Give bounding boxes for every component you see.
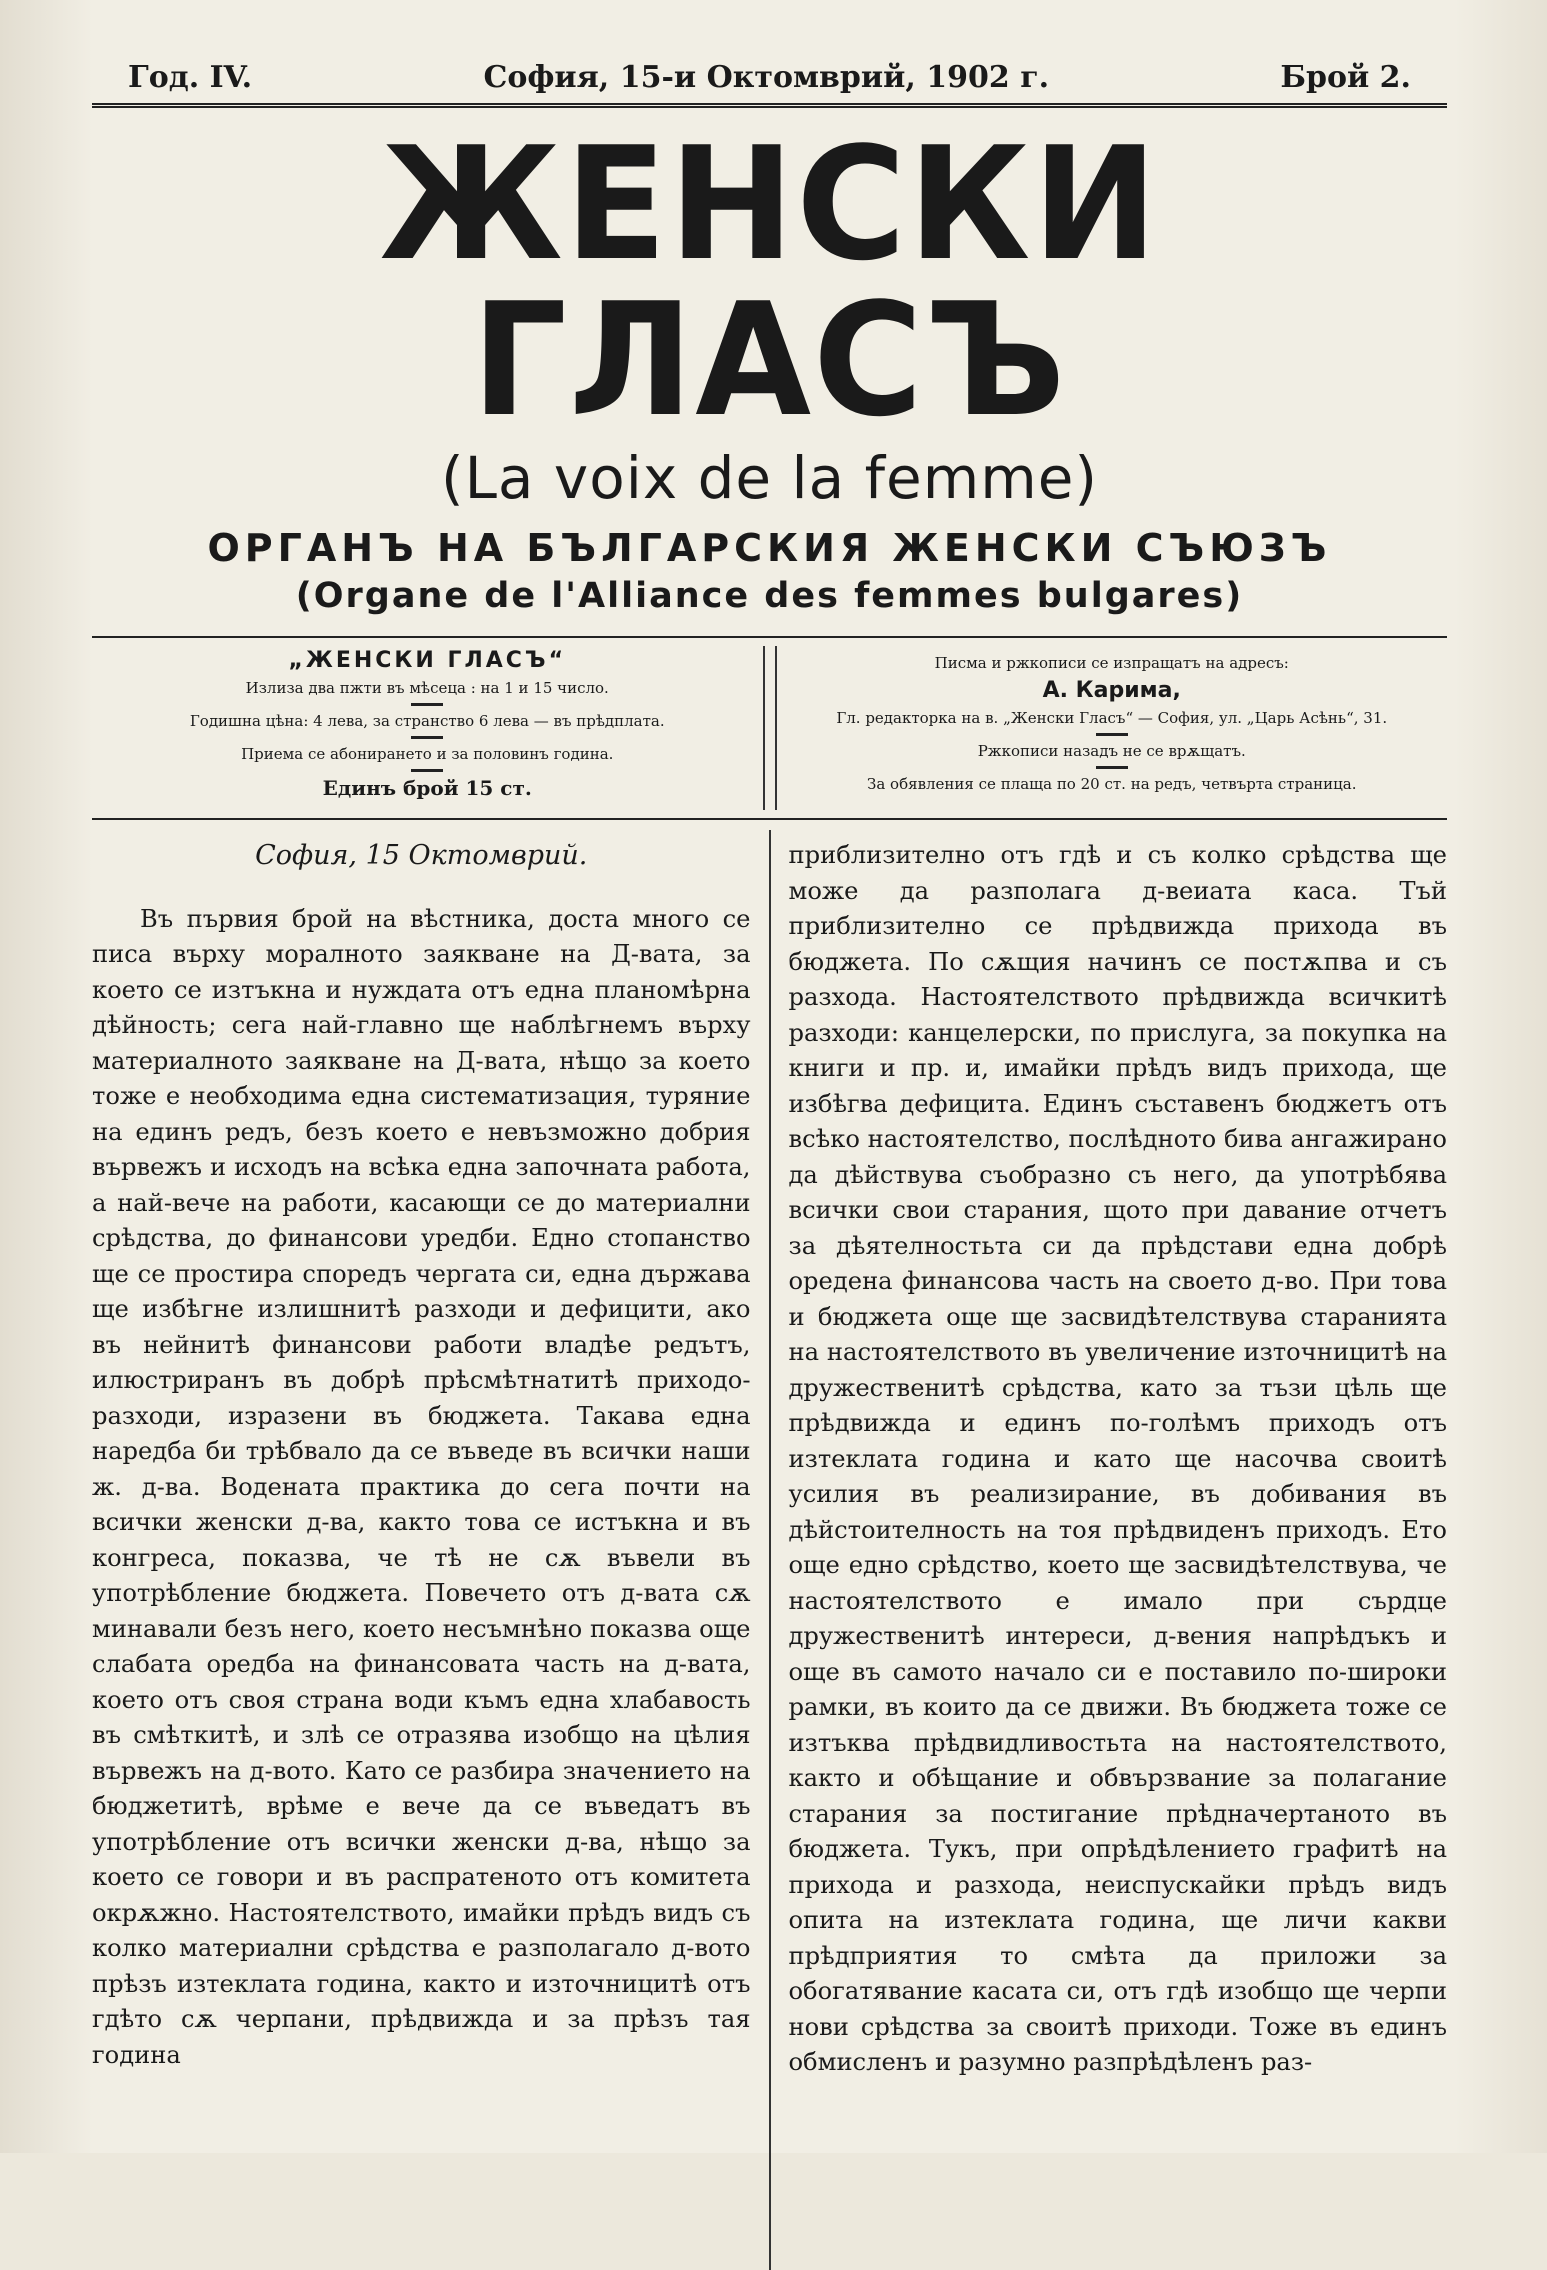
separator-dash — [1096, 766, 1128, 769]
address-info — [777, 638, 1448, 818]
article-heading: София, 15 Октомврий. — [255, 840, 588, 871]
editor-name: А. Карима, — [1042, 678, 1181, 703]
article-paragraph-continued: приблизително отъ гдѣ и съ колко срѣдства ще може да разполага д-веиата каса. Тъй приблизително се прѣдвижда прихода въ бюджета. По сѫщия начинъ се постѫпва и съ разхода. Настоятелството прѣдвижда всичкитѣ разходи: канцелерски, по прислуга, за покупка на книги и пр. и, имайки прѣдъ видъ прихода, ще избѣгва дефицита. Единъ съставенъ бюджетъ отъ всѣко настоятелство, послѣдното бива ангажирано да дѣйствува съобразно съ него, да употрѣбява всички свои старания, щото при давание отчетъ за дѣятелностьта си да прѣдстави една добрѣ оредена финансова часть на своето д-во. При това и бюджета още ще засвидѣтелствува стаpанията на настоятелството въ увеличение източницитѣ на дружественитѣ срѣдства, като за тъзи цѣль ще прѣдвижда и единъ по-голѣмъ приходъ отъ изтеклата година и като ще насочва своитѣ усилия въ реализирание, въ добивания въ дѣйстоителность на тоя прѣдвиденъ приходъ. Ето още едно срѣдство, което ще засвидѣтелствува, че настоятелството е имало при сърдце дружественитѣ интереси, д-вения напрѣдъкъ и още въ самото начало си е поставило по-широки рамки, въ които да се движи. Въ бюджета тоже се изтъква прѣдвидливостьта на настоятелството, както и обѣщание и обвързвание за полагание старания за постигание прѣдначертаното въ бюджета. Тукъ, при опрѣдѣлението графитѣ на прихода и разхода, неиспускайки прѣдъ видъ опита на изтеклата година, ще личи какви прѣдприятия то смѣта да приложи за обогатявание касата си, отъ гдѣ изобщо ще черпи нови срѣдства за своитѣ приходи. Тоже въ единъ обмисленъ и разумно разпрѣдѣленъ раз- — [788, 841, 1447, 2076]
half-year-text: Приема се абонирането и за половинъ година. — [241, 745, 614, 763]
paper-name: „ЖЕНСКИ ГЛАСЪ“ — [288, 648, 567, 673]
frequency-text: Излиза два пжти въ мѣсеца : на 1 и 15 число. — [245, 679, 609, 697]
article-columns — [92, 820, 1447, 2270]
organ-line: ОРГАНЪ НА БЪЛГАРСКИЯ ЖЕНСКИ СЪЮЗЪ — [207, 526, 1332, 570]
single-issue-price: Единъ брой 15 ст. — [322, 776, 532, 800]
info-box — [92, 636, 1447, 820]
separator-dash — [1096, 733, 1128, 736]
info-divider — [763, 646, 777, 810]
volume-year: Год. IV. — [128, 60, 253, 95]
organ-line-fr: (Organe de l'Alliance des femmes bulgares) — [295, 576, 1244, 616]
dateline — [92, 60, 1447, 95]
separator-dash — [411, 769, 443, 772]
editor-details: Гл. редакторка на в. „Женски Гласъ“ — София, ул. „Царь Асѣнь“, 31. — [836, 709, 1388, 727]
issue-date: София, 15-и Октомврий, 1902 г. — [483, 60, 1050, 95]
header-rule — [92, 103, 1447, 108]
price-text: Годишна цѣна: 4 лева, за странство 6 лева — въ прѣдплата. — [189, 712, 665, 730]
article-column-right — [771, 820, 1448, 2270]
masthead-title: ЖЕНСКИ ГЛАСЪ — [379, 113, 1160, 451]
article-column-left — [92, 820, 769, 2270]
article-paragraph: Въ първия брой на вѣстника, доста много се писа върху моралното заякване на Д-вата, за което се изтъкна и нуждата отъ една планомѣрна дѣйность; сега най-главно ще наблѣгнемъ върху материалното заякване на Д-вата, нѣщо за което тоже е необходима една систематизация, туряние на единъ редъ, безъ което е невъзможно добрия вървежъ и исходъ на всѣка една започната работа, а най-вече на работи, касающи се до материални срѣдства, до финансови уредби. Едно стопанство ще се простира споредъ чергата си, една държава ще избѣгне излишнитѣ разходи и дефицити, ако въ нейнитѣ финансови работи владѣе редътъ, илюстриранъ въ добрѣ прѣсмѣтнатитѣ приходо-разходи, изразени въ бюджета. Такава една наредба би трѣбвало да се въведе въ всички наши ж. д-ва. Воденатa практика до сега почти на всички женски д-ва, както това се истъкна и въ конгреса, показва, че тѣ не сѫ въвели въ употрѣбление бюджета. Повечето отъ д-вата сѫ минавали безъ него, което несъмнѣно показва още слабата оредба на финансовата часть на д-вата, което отъ своя страна води къмъ една хлабавость въ смѣткитѣ, и злѣ се отразява изобщо на цѣлия вървежъ на д-вото. Като се разбира значението на бюджетитѣ, врѣме е вече да се въведатъ въ употрѣбление отъ всички женски д-ва, нѣщо за което се говори и въ распратеното отъ комитета окрѫжно. Настоятелството, имайки прѣдъ видъ съ колко материални срѣдства е разполагало д-вото прѣзъ изтеклата година, както и източницитѣ отъ гдѣто сѫ черпани, прѣдвижда и за прѣзъ тая година — [92, 904, 751, 2069]
separator-dash — [411, 703, 443, 706]
issue-number: Брой 2. — [1280, 60, 1411, 95]
manuscripts-note: Ржкописи назадъ не се врѫщатъ. — [977, 742, 1246, 760]
subscription-info — [92, 638, 763, 818]
masthead-subtitle-fr: (La voix de la femme) — [440, 444, 1099, 512]
ads-note: За обявления се плаща по 20 ст. на редъ, четвърта страница. — [866, 775, 1357, 793]
address-line: Писма и ржкописи се изпращатъ на адресъ: — [934, 654, 1289, 672]
separator-dash — [411, 736, 443, 739]
